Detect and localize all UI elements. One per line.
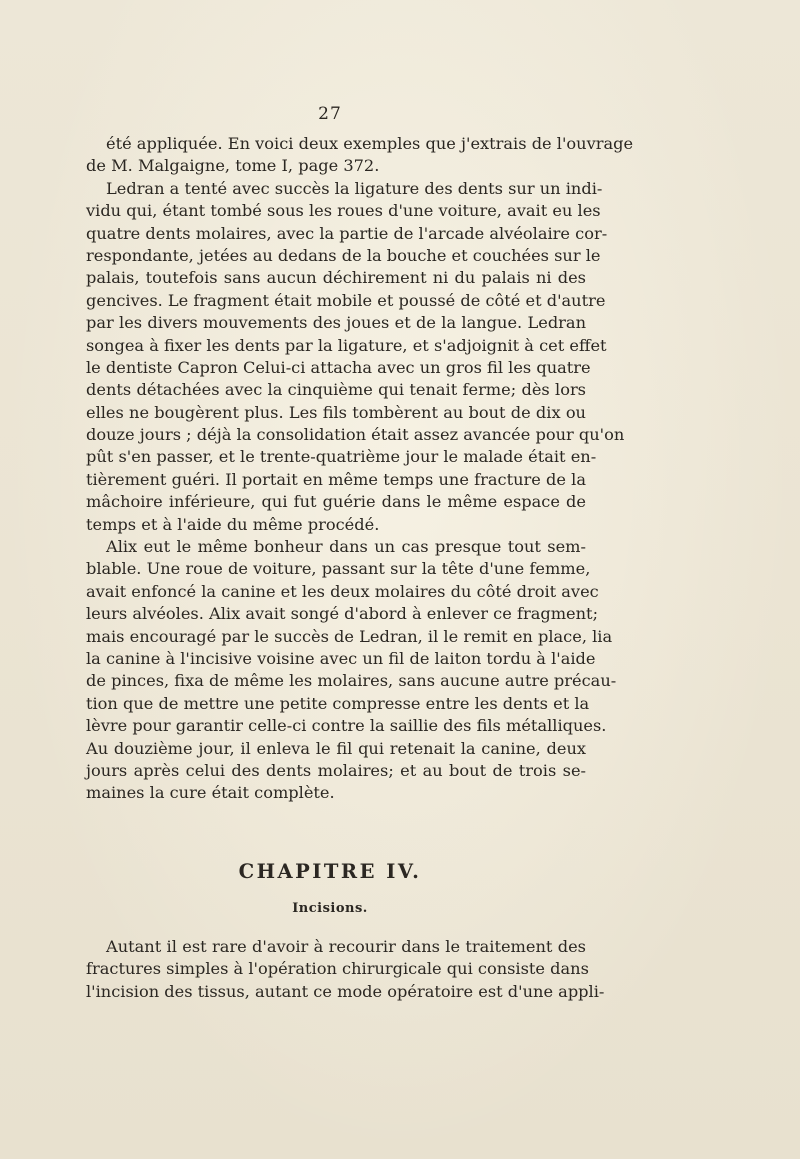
text-line: dents détachées avec la cinquième qui tenait ferme; dès lors [86,380,586,400]
text-line: quatre dents molaires, avec la partie de l'arcade alvéolaire cor- [86,223,608,243]
text-line: avait enfoncé la canine et les deux molaires du côté droit avec [86,581,599,601]
text-line: vidu qui, étant tombé sous les roues d'une voiture, avait eu les [86,201,601,221]
text-line: de M. Malgaigne, tome I, page 372. [86,156,380,176]
text-line: lèvre pour garantir celle-ci contre la saillie des fils métalliques. [86,716,607,736]
paragraph [86,536,617,805]
paragraph [86,178,625,536]
paragraph [86,936,605,1003]
text-line: été appliquée. En voici deux exemples que j'extrais de l'ouvrage [106,134,634,153]
text-line: songea à fixer les dents par la ligature, et s'adjoignit à cet effet [86,335,607,355]
text-line: pût s'en passer, et le trente-quatrième jour le malade était en- [86,447,597,467]
text-line: tièrement guéri. Il portait en même temps une fracture de la [86,469,586,489]
text-line: gencives. Le fragment était mobile et poussé de côté et d'autre [86,290,606,310]
page-number: 27 [318,104,342,124]
text-line: de pinces, fixa de même les molaires, sans aucune autre précau- [86,671,617,691]
text-line: Au douzième jour, il enleva le fil qui retenait la canine, deux [86,738,586,758]
body-text-top [86,133,634,805]
text-line: maines la cure était complète. [86,783,335,803]
text-line: temps et à l'aide du même procédé. [86,514,380,534]
text-line: douze jours ; déjà la consolidation était assez avancée pour qu'on [86,425,625,445]
text-line: fractures simples à l'opération chirurgicale qui consiste dans [86,959,589,979]
text-line: mais encouragé par le succès de Ledran, il le remit en place, lia [86,626,613,646]
text-line: palais, toutefois sans aucun déchirement ni du palais ni des [86,268,586,288]
paragraph [86,133,634,178]
text-line: le dentiste Capron Celui-ci attacha avec un gros fil les quatre [86,357,591,377]
text-line: jours après celui des dents molaires; et au bout de trois se- [86,760,586,780]
text-line: par les divers mouvements des joues et de la langue. Ledran [86,313,586,333]
text-line: mâchoire inférieure, qui fut guérie dans le même espace de [86,492,586,512]
section-heading: Incisions. [292,901,368,916]
text-line: la canine à l'incisive voisine avec un fil de laiton tordu à l'aide [86,648,596,668]
text-line: tion que de mettre une petite compresse entre les dents et la [86,693,590,713]
text-line: blable. Une roue de voiture, passant sur la tête d'une femme, [86,559,591,579]
text-line: respondante, jetées au dedans de la bouche et couchées sur le [86,245,601,265]
text-line: Alix eut le même bonheur dans un cas presque tout sem- [106,537,586,557]
text-line: l'incision des tissus, autant ce mode opératoire est d'une appli- [86,981,605,1001]
text-line: Ledran a tenté avec succès la ligature des dents sur un indi- [106,178,603,198]
chapter-heading: CHAPITRE IV. [238,860,422,883]
text-line: Autant il est rare d'avoir à recourir dans le traitement des [106,937,586,956]
body-text-bottom [86,936,605,1003]
text-line: elles ne bougèrent plus. Les fils tombèrent au bout de dix ou [86,402,586,422]
text-line: leurs alvéoles. Alix avait songé d'abord à enlever ce fragment; [86,604,599,624]
